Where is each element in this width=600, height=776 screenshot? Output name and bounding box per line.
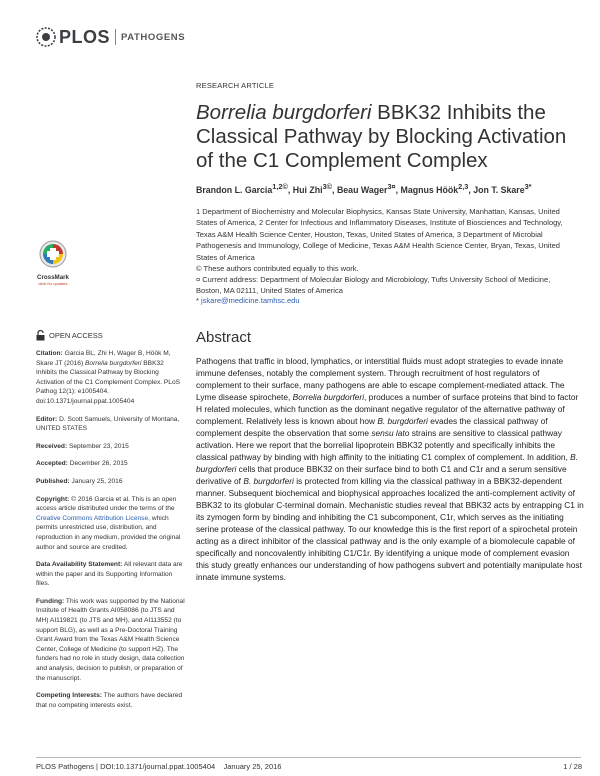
abstract-italic: B. burgdorferi <box>243 476 294 486</box>
open-lock-icon <box>36 330 45 341</box>
page-number: 1 / 28 <box>563 762 582 771</box>
license-link[interactable]: Creative Commons Attribution License <box>36 514 149 522</box>
title-rest: BBK32 Inhibits the Classical Pathway by Blocking Activation of the C1 Complement Complex <box>196 101 567 172</box>
data-availability-block <box>36 560 186 589</box>
competing-interests-block <box>36 691 186 710</box>
open-access-label: OPEN ACCESS <box>49 330 103 340</box>
competing-interests-label: Competing Interests: <box>36 692 102 700</box>
logo-text: PLOS <box>59 26 111 47</box>
journal-name: PATHOGENS <box>121 31 186 43</box>
abstract-heading: Abstract <box>196 329 252 346</box>
author-sup: 3© <box>322 182 333 191</box>
equal-contribution-note: These authors contributed equally to this work. <box>203 264 359 273</box>
funding-text: This work was supported by the National Institute of Health Grants AI058086 (to JTS and MH) AI119821 (to JTS and MH), and AI113552 (to support BLG), as well as a Pre-Doctoral Training Grant Award from the Texas A&M Health Science Center, College of Medicine (to support HZ). The funders had no role in study design, data collection and analysis, decision to publish, or preparation of the manuscript. <box>36 597 185 682</box>
corresponding-email-link[interactable]: jskare@medicine.tamhsc.edu <box>201 296 300 306</box>
crossmark-label: CrossMark <box>37 274 69 281</box>
author-sup: 2,3 <box>458 182 469 191</box>
competing-interests-text: The authors have declared that no competing interests exist. <box>36 692 183 709</box>
article-type: RESEARCH ARTICLE <box>196 81 275 90</box>
abstract-italic: Borrelia burgdorferi <box>292 392 365 402</box>
published-date: January 25, 2016 <box>69 477 123 485</box>
citation-block <box>36 349 186 407</box>
abstract-part: cells that produce BBK32 on their surface bind to both C1 and C1r and a serum sensitive derivative of <box>196 464 567 486</box>
journal-logo[interactable] <box>36 26 185 48</box>
author-sup: 3¤ <box>387 182 396 191</box>
author-notes: © These authors contributed equally to this work. ¤ Current address: Department of Molecular Biology and Microbiology, Tufts University School of Medicine, Boston, MA 02111, United States of America * jskare@medicine.tamhsc.edu <box>196 264 551 306</box>
author: Magnus Höök <box>400 184 459 195</box>
article-title <box>196 101 586 173</box>
current-address-note: Current address: Department of Molecular Biology and Microbiology, Tufts University School of Medicine, Boston, MA 02111, United States of America <box>196 274 551 295</box>
abstract-part: strains are sensitive to classical pathway activation. Here we report that the borrelial lipoprotein BBK32 potently and specifically inhibits the classical pathway by binding with high affinity to the initiating C1 complex of complement. In addition, <box>196 428 571 462</box>
abstract-text <box>196 355 584 583</box>
abstract-part: evades the classical pathway of complement despite the observation that some <box>196 416 548 438</box>
author: Jon T. Skare <box>473 184 525 195</box>
received-block <box>36 442 186 452</box>
affiliations: 1 Department of Biochemistry and Molecular Biophysics, Kansas State University, Manhattan, Kansas, United States of America, 2 Center for Infectious and Inflammatory Diseases, Institute of Biosciences and Technology, Texas A&M Health Science Center, Houston, Texas, United States of America, 3 Department of Microbial Pathogenesis and Immunology, College of Medicine, Texas A&M Health Science Center, Bryan, Texas, United States of America <box>196 207 563 262</box>
citation-italic: Borrelia burgdorferi <box>85 359 142 367</box>
editor-text: D. Scott Samuels, University of Montana, UNITED STATES <box>36 415 180 433</box>
published-block <box>36 477 186 487</box>
equal-contribution-icon: © <box>196 264 202 273</box>
accepted-block <box>36 459 186 469</box>
open-access-badge <box>36 330 186 341</box>
published-label: Published: <box>36 477 70 485</box>
received-label: Received: <box>36 442 68 450</box>
funding-label: Funding: <box>36 597 65 605</box>
author-list: Brandon L. Garcia$^{1,2©}$, Hui Zhi$^{3©}$, Beau Wager$^{3¤}$, Magnus Höök$^{2,3}$, Jon T. Skare$^{3*}$ <box>196 182 532 195</box>
accepted-date: December 26, 2015 <box>67 460 128 468</box>
crossmark-badge[interactable] <box>34 240 72 286</box>
citation-label: Citation: <box>36 350 63 357</box>
crossmark-sublabel: click for updates <box>38 281 68 286</box>
author: Brandon L. Garcia <box>196 184 273 195</box>
abstract-part: , produces a number of surface proteins that bind to factor H related molecules, which function as the dominant negative regulator of the alternative pathway of complement. Relatively less is known about how <box>196 392 579 426</box>
citation-text-2: BBK32 Inhibits the Classical Pathway by Blocking Activation of the C1 Complement Complex. PLoS Pathog 12(1): e1005404. doi:10.1371/journal.ppat.1005404 <box>36 359 181 405</box>
editor-block <box>36 415 186 434</box>
copyright-text-2: , which permits unrestricted use, distribution, and reproduction in any medium, provided the original author and source are credited. <box>36 514 181 551</box>
abstract-italic: B. burgdorferi <box>377 416 428 426</box>
author: Hui Zhi <box>292 184 323 195</box>
data-availability-label: Data Availability Statement: <box>36 561 123 569</box>
editor-label: Editor: <box>36 415 58 423</box>
article-info-sidebar <box>36 330 186 718</box>
data-availability-text: All relevant data are within the paper and its Supporting Information files. <box>36 561 183 588</box>
funding-block <box>36 597 186 683</box>
crossmark-icon <box>39 240 67 268</box>
current-address-icon: ¤ <box>196 274 201 284</box>
footer-divider <box>36 757 581 758</box>
abstract-part: Pathogens that traffic in blood, lymphatics, or interstitial fluids must adopt strategies to evade innate immune defenses, notably the complement system. Through recruitment of host regulators of complement to their surface, many pathogens are able to escape complement-mediated attack. The Lyme disease spirochete, <box>196 356 565 402</box>
plos-logo-icon <box>36 27 56 47</box>
author-sup: 3* <box>524 182 532 191</box>
author: Beau Wager <box>336 184 388 195</box>
accepted-label: Accepted: <box>36 460 68 468</box>
abstract-italic: sensu lato <box>371 428 410 438</box>
copyright-text: © 2016 Garcia et al. This is an open access article distributed under the terms of the <box>36 495 177 513</box>
received-date: September 23, 2015 <box>67 442 129 450</box>
logo-divider <box>115 29 116 45</box>
copyright-label: Copyright: <box>36 495 70 503</box>
copyright-block <box>36 495 186 553</box>
abstract-part: is protected from killing via the classical pathway in a BBK32-dependent manner. Subsequent biochemical and biophysical approaches localized the anti-complement activity of BBK32 to its globular C-terminal domain. Mechanistic studies reveal that BBK32 acts by entrapping C1 in its zymogen form by binding and inhibiting the C1 subcomponent, C1r, which serves as the initiating serine protease of the classical pathway. To our knowledge this is the first report of a spirochetal protein acting as a direct inhibitor of the classical pathway and is the only example of a biomolecule capable of specifically and noncovalently inhibiting C1/C1r. By identifying a unique mode of complement evasion this study greatly enhances our understanding of how pathogens subvert and potentially manipulate host innate immune systems. <box>196 476 584 582</box>
citation-text: Garcia BL, Zhi H, Wager B, Höök M, Skare JT (2016) <box>36 350 171 367</box>
abstract-italic: B. burgdorferi <box>196 452 579 474</box>
footer-citation: PLOS Pathogens | DOI:10.1371/journal.ppat.1005404 January 25, 2016 <box>36 762 282 771</box>
author-sup: 1,2© <box>272 182 288 191</box>
title-italic: Borrelia burgdorferi <box>196 101 372 124</box>
